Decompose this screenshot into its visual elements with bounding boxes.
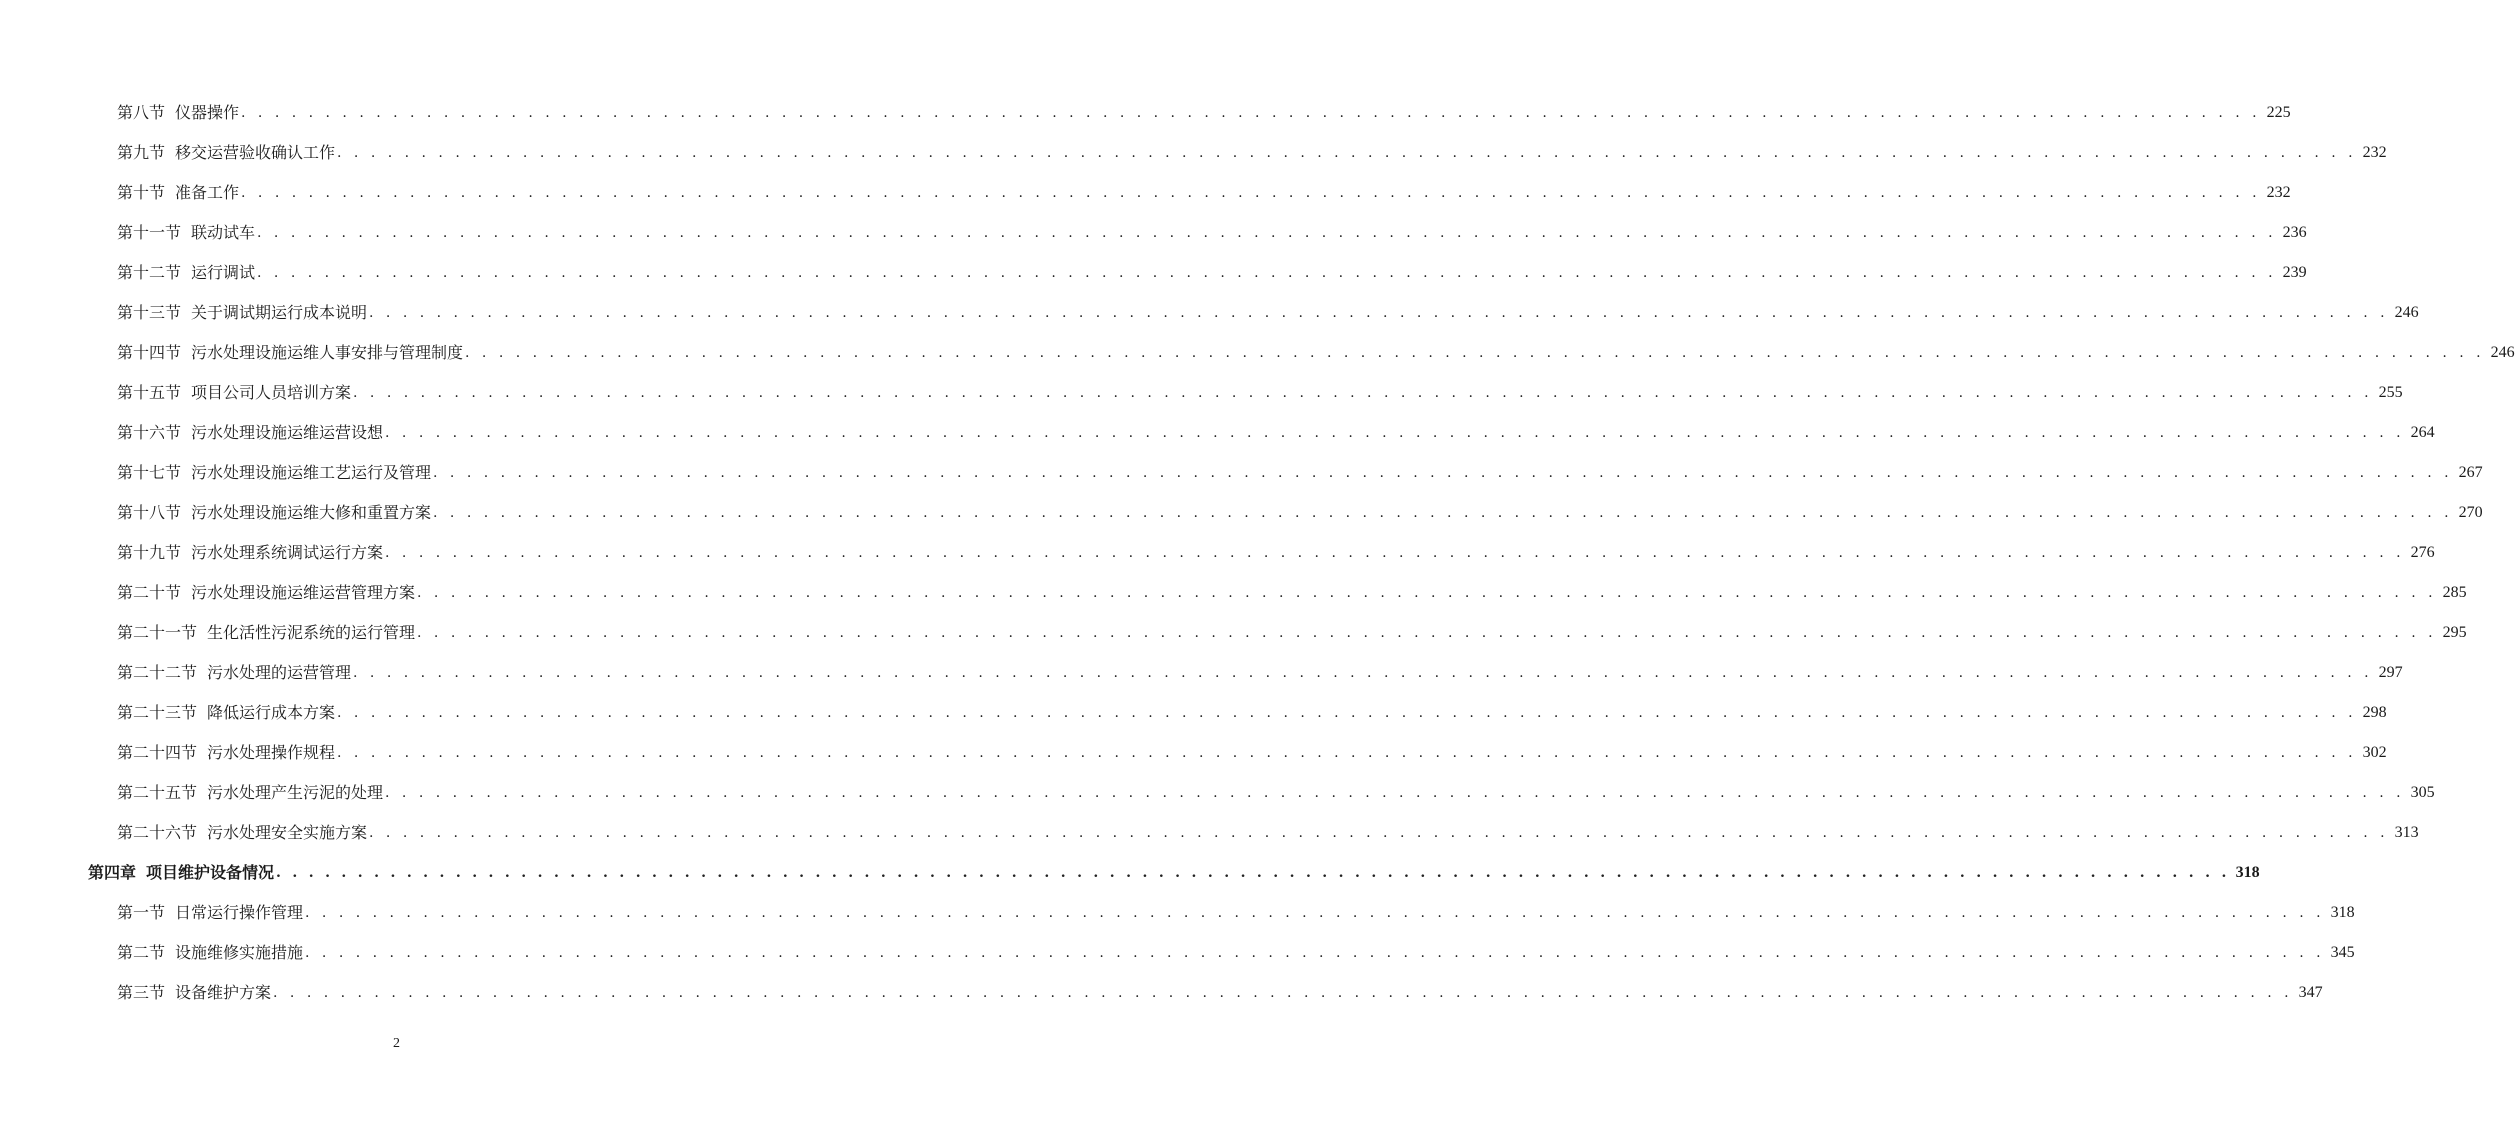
toc-entry-title: 联动试车 [191, 223, 256, 242]
toc-entry-page: 347 [2298, 984, 2323, 1001]
toc-entry-page: 285 [2442, 584, 2467, 601]
toc-entry-title: 准备工作 [175, 183, 240, 202]
toc-entry-title: 生化活性污泥系统的运行管理 [207, 623, 416, 642]
toc-entry-number: 第十九节 [117, 543, 182, 562]
toc-dot-leader: . . . . . . . . . . . . . . . . . . . . . . . . . . . . . . . . . . . . . . . . . . . . . . . . . . . . . . . . . . . . . . . . . . . . . . . . . . . . . . . . . . . . . . . . . . . . . . . . . . . . . . . . . . . . . . . . . . . . . . . . [353, 665, 2373, 681]
toc-entry-page: 313 [2394, 824, 2419, 841]
toc-entry-number: 第二十节 [117, 583, 182, 602]
toc-entry-number: 第十五节 [117, 383, 182, 402]
toc-chapter-entry[interactable] [0, 853, 2260, 893]
toc-entry-page: 264 [2410, 424, 2435, 441]
toc-entry-number: 第四章 [88, 863, 137, 882]
toc-dot-leader: . . . . . . . . . . . . . . . . . . . . . . . . . . . . . . . . . . . . . . . . . . . . . . . . . . . . . . . . . . . . . . . . . . . . . . . . . . . . . . . . . . . . . . . . . . . . . . . . . . . . . . . . . . . . . . . . . . . . . . . . [257, 265, 2277, 281]
toc-section-entry[interactable] [0, 893, 2355, 933]
toc-section-entry[interactable] [0, 493, 2483, 533]
toc-entry-page: 225 [2266, 104, 2291, 121]
toc-entry-title: 污水处理设施运维大修和重置方案 [191, 503, 432, 522]
toc-section-entry[interactable] [0, 93, 2291, 133]
toc-entry-page: 297 [2378, 664, 2403, 681]
toc-entry-number: 第十七节 [117, 463, 182, 482]
toc-section-entry[interactable] [0, 333, 2515, 373]
toc-entry-title: 仪器操作 [175, 103, 240, 122]
page-number: 2 [393, 1036, 400, 1051]
toc-dot-leader: . . . . . . . . . . . . . . . . . . . . . . . . . . . . . . . . . . . . . . . . . . . . . . . . . . . . . . . . . . . . . . . . . . . . . . . . . . . . . . . . . . . . . . . . . . . . . . . . . . . . . . . . . . . . . . . . . . . . . . . . [385, 425, 2405, 441]
toc-entry-title: 降低运行成本方案 [207, 703, 336, 722]
toc-entry-number: 第十节 [117, 183, 166, 202]
toc-section-entry[interactable] [0, 453, 2483, 493]
toc-entry-page: 295 [2442, 624, 2467, 641]
toc-entry-number: 第二十六节 [117, 823, 198, 842]
toc-entry-page: 302 [2362, 744, 2387, 761]
toc-entry-page: 270 [2458, 504, 2483, 521]
toc-dot-leader: . . . . . . . . . . . . . . . . . . . . . . . . . . . . . . . . . . . . . . . . . . . . . . . . . . . . . . . . . . . . . . . . . . . . . . . . . . . . . . . . . . . . . . . . . . . . . . . . . . . . . . . . . . . . . . . . . . . . . . . . [257, 225, 2277, 241]
toc-section-entry[interactable] [0, 213, 2307, 253]
toc-entry-title: 污水处理产生污泥的处理 [207, 783, 384, 802]
toc-entry-number: 第二节 [117, 943, 166, 962]
toc-section-entry[interactable] [0, 573, 2467, 613]
toc-entry-title: 设施维修实施措施 [175, 943, 304, 962]
toc-dot-leader: . . . . . . . . . . . . . . . . . . . . . . . . . . . . . . . . . . . . . . . . . . . . . . . . . . . . . . . . . . . . . . . . . . . . . . . . . . . . . . . . . . . . . . . . . . . . . . . . . . . . . . . . . . . . . . . . . . . . . . . . [369, 825, 2389, 841]
toc-dot-leader: . . . . . . . . . . . . . . . . . . . . . . . . . . . . . . . . . . . . . . . . . . . . . . . . . . . . . . . . . . . . . . . . . . . . . . . . . . . . . . . . . . . . . . . . . . . . . . . . . . . . . . . . . . . . . . . . . . . . . . . . [417, 625, 2437, 641]
toc-entry-title: 关于调试期运行成本说明 [191, 303, 368, 322]
toc-entry-page: 236 [2282, 224, 2307, 241]
toc-entry-number: 第三节 [117, 983, 166, 1002]
toc-entry-number: 第十二节 [117, 263, 182, 282]
toc-entry-title: 运行调试 [191, 263, 256, 282]
toc-dot-leader: . . . . . . . . . . . . . . . . . . . . . . . . . . . . . . . . . . . . . . . . . . . . . . . . . . . . . . . . . . . . . . . . . . . . . . . . . . . . . . . . . . . . . . . . . . . . . . . . . . . . . . . . . . . . . . . . . . . . . . . . [305, 905, 2325, 921]
toc-section-entry[interactable] [0, 693, 2387, 733]
toc-entry-page: 232 [2266, 184, 2291, 201]
toc-entry-number: 第十六节 [117, 423, 182, 442]
toc-entry-number: 第二十二节 [117, 663, 198, 682]
toc-dot-leader: . . . . . . . . . . . . . . . . . . . . . . . . . . . . . . . . . . . . . . . . . . . . . . . . . . . . . . . . . . . . . . . . . . . . . . . . . . . . . . . . . . . . . . . . . . . . . . . . . . . . . . . . . . . . . . . . . . . . . . . . [337, 745, 2357, 761]
toc-dot-leader: . . . . . . . . . . . . . . . . . . . . . . . . . . . . . . . . . . . . . . . . . . . . . . . . . . . . . . . . . . . . . . . . . . . . . . . . . . . . . . . . . . . . . . . . . . . . . . . . . . . . . . . . . . . . . . . . . . . . . . . . [241, 185, 2261, 201]
toc-dot-leader: . . . . . . . . . . . . . . . . . . . . . . . . . . . . . . . . . . . . . . . . . . . . . . . . . . . . . . . . . . . . . . . . . . . . . . . . . . . . . . . . . . . . . . . . . . . . . . . . . . . . . . . . . . . . . . . . . . . . . . . . [241, 105, 2261, 121]
toc-entry-number: 第二十一节 [117, 623, 198, 642]
toc-dot-leader: . . . . . . . . . . . . . . . . . . . . . . . . . . . . . . . . . . . . . . . . . . . . . . . . . . . . . . . . . . . . . . . . . . . . . . . . . . . . . . . . . . . . . . . . . . . . . . . . . . . . . . . . . . . . . . . . . . . . . . . . [353, 385, 2373, 401]
toc-dot-leader: . . . . . . . . . . . . . . . . . . . . . . . . . . . . . . . . . . . . . . . . . . . . . . . . . . . . . . . . . . . . . . . . . . . . . . . . . . . . . . . . . . . . . . . . . . . . . . . . . . . . . . . . . . . . . . . . . . . . . . . . [417, 585, 2437, 601]
toc-section-entry[interactable] [0, 813, 2419, 853]
toc-entry-number: 第八节 [117, 103, 166, 122]
toc-section-entry[interactable] [0, 773, 2435, 813]
toc-section-entry[interactable] [0, 933, 2355, 973]
toc-entry-title: 移交运营验收确认工作 [175, 143, 336, 162]
toc-entry-title: 污水处理设施运维工艺运行及管理 [191, 463, 432, 482]
toc-section-entry[interactable] [0, 373, 2403, 413]
toc-entry-title: 设备维护方案 [175, 983, 272, 1002]
toc-entry-title: 污水处理安全实施方案 [207, 823, 368, 842]
toc-entry-title: 污水处理设施运维运营管理方案 [191, 583, 416, 602]
toc-entry-page: 318 [2235, 864, 2260, 881]
toc-entry-title: 污水处理系统调试运行方案 [191, 543, 384, 562]
toc-entry-page: 305 [2410, 784, 2435, 801]
toc-entry-page: 239 [2282, 264, 2307, 281]
toc-entry-title: 污水处理的运营管理 [207, 663, 352, 682]
table-of-contents [0, 93, 2515, 1013]
toc-dot-leader: . . . . . . . . . . . . . . . . . . . . . . . . . . . . . . . . . . . . . . . . . . . . . . . . . . . . . . . . . . . . . . . . . . . . . . . . . . . . . . . . . . . . . . . . . . . . . . . . . . . . . . . . . . . . . . . . . . . . . . . . [337, 145, 2357, 161]
toc-entry-title: 污水处理操作规程 [207, 743, 336, 762]
toc-dot-leader: . . . . . . . . . . . . . . . . . . . . . . . . . . . . . . . . . . . . . . . . . . . . . . . . . . . . . . . . . . . . . . . . . . . . . . . . . . . . . . . . . . . . . . . . . . . . . . . . . . . . . . . . . . . . . . . . . . . . . . . . [385, 785, 2405, 801]
toc-entry-number: 第二十五节 [117, 783, 198, 802]
toc-dot-leader: . . . . . . . . . . . . . . . . . . . . . . . . . . . . . . . . . . . . . . . . . . . . . . . . . . . . . . . . . . . . . . . . . . . . . . . . . . . . . . . . . . . . . . . . . . . . . . . . . . . . . . . . . . . . . . . . . . . . . . . . [433, 465, 2453, 481]
toc-section-entry[interactable] [0, 733, 2387, 773]
toc-entry-number: 第二十四节 [117, 743, 198, 762]
toc-entry-title: 污水处理设施运维人事安排与管理制度 [191, 343, 464, 362]
toc-entry-number: 第九节 [117, 143, 166, 162]
toc-entry-page: 267 [2458, 464, 2483, 481]
toc-section-entry[interactable] [0, 653, 2403, 693]
toc-section-entry[interactable] [0, 613, 2467, 653]
toc-entry-number: 第一节 [117, 903, 166, 922]
toc-section-entry[interactable] [0, 533, 2435, 573]
toc-entry-page: 298 [2362, 704, 2387, 721]
toc-dot-leader: . . . . . . . . . . . . . . . . . . . . . . . . . . . . . . . . . . . . . . . . . . . . . . . . . . . . . . . . . . . . . . . . . . . . . . . . . . . . . . . . . . . . . . . . . . . . . . . . . . . . . . . . . . . . . . . . . . . . . . . . [276, 865, 2230, 881]
toc-dot-leader: . . . . . . . . . . . . . . . . . . . . . . . . . . . . . . . . . . . . . . . . . . . . . . . . . . . . . . . . . . . . . . . . . . . . . . . . . . . . . . . . . . . . . . . . . . . . . . . . . . . . . . . . . . . . . . . . . . . . . . . . [273, 985, 2293, 1001]
toc-dot-leader: . . . . . . . . . . . . . . . . . . . . . . . . . . . . . . . . . . . . . . . . . . . . . . . . . . . . . . . . . . . . . . . . . . . . . . . . . . . . . . . . . . . . . . . . . . . . . . . . . . . . . . . . . . . . . . . . . . . . . . . . [433, 505, 2453, 521]
toc-section-entry[interactable] [0, 973, 2323, 1013]
toc-dot-leader: . . . . . . . . . . . . . . . . . . . . . . . . . . . . . . . . . . . . . . . . . . . . . . . . . . . . . . . . . . . . . . . . . . . . . . . . . . . . . . . . . . . . . . . . . . . . . . . . . . . . . . . . . . . . . . . . . . . . . . . . [305, 945, 2325, 961]
toc-entry-number: 第二十三节 [117, 703, 198, 722]
toc-entry-page: 276 [2410, 544, 2435, 561]
toc-entry-page: 318 [2330, 904, 2355, 921]
toc-dot-leader: . . . . . . . . . . . . . . . . . . . . . . . . . . . . . . . . . . . . . . . . . . . . . . . . . . . . . . . . . . . . . . . . . . . . . . . . . . . . . . . . . . . . . . . . . . . . . . . . . . . . . . . . . . . . . . . . . . . . . . . . [385, 545, 2405, 561]
toc-entry-number: 第十一节 [117, 223, 182, 242]
toc-dot-leader: . . . . . . . . . . . . . . . . . . . . . . . . . . . . . . . . . . . . . . . . . . . . . . . . . . . . . . . . . . . . . . . . . . . . . . . . . . . . . . . . . . . . . . . . . . . . . . . . . . . . . . . . . . . . . . . . . . . . . . . . [337, 705, 2357, 721]
toc-section-entry[interactable] [0, 253, 2307, 293]
toc-entry-number: 第十四节 [117, 343, 182, 362]
toc-dot-leader: . . . . . . . . . . . . . . . . . . . . . . . . . . . . . . . . . . . . . . . . . . . . . . . . . . . . . . . . . . . . . . . . . . . . . . . . . . . . . . . . . . . . . . . . . . . . . . . . . . . . . . . . . . . . . . . . . . . . . . . . [369, 305, 2389, 321]
toc-section-entry[interactable] [0, 173, 2291, 213]
toc-entry-page: 255 [2378, 384, 2403, 401]
toc-entry-title: 项目维护设备情况 [146, 863, 275, 882]
toc-section-entry[interactable] [0, 293, 2419, 333]
toc-section-entry[interactable] [0, 133, 2387, 173]
toc-dot-leader: . . . . . . . . . . . . . . . . . . . . . . . . . . . . . . . . . . . . . . . . . . . . . . . . . . . . . . . . . . . . . . . . . . . . . . . . . . . . . . . . . . . . . . . . . . . . . . . . . . . . . . . . . . . . . . . . . . . . . . . . [465, 345, 2485, 361]
toc-entry-page: 232 [2362, 144, 2387, 161]
toc-entry-title: 项目公司人员培训方案 [191, 383, 352, 402]
toc-entry-page: 246 [2394, 304, 2419, 321]
toc-entry-page: 246 [2490, 344, 2515, 361]
toc-entry-title: 日常运行操作管理 [175, 903, 304, 922]
toc-section-entry[interactable] [0, 413, 2435, 453]
toc-entry-number: 第十三节 [117, 303, 182, 322]
toc-entry-title: 污水处理设施运维运营设想 [191, 423, 384, 442]
toc-entry-page: 345 [2330, 944, 2355, 961]
toc-entry-number: 第十八节 [117, 503, 182, 522]
